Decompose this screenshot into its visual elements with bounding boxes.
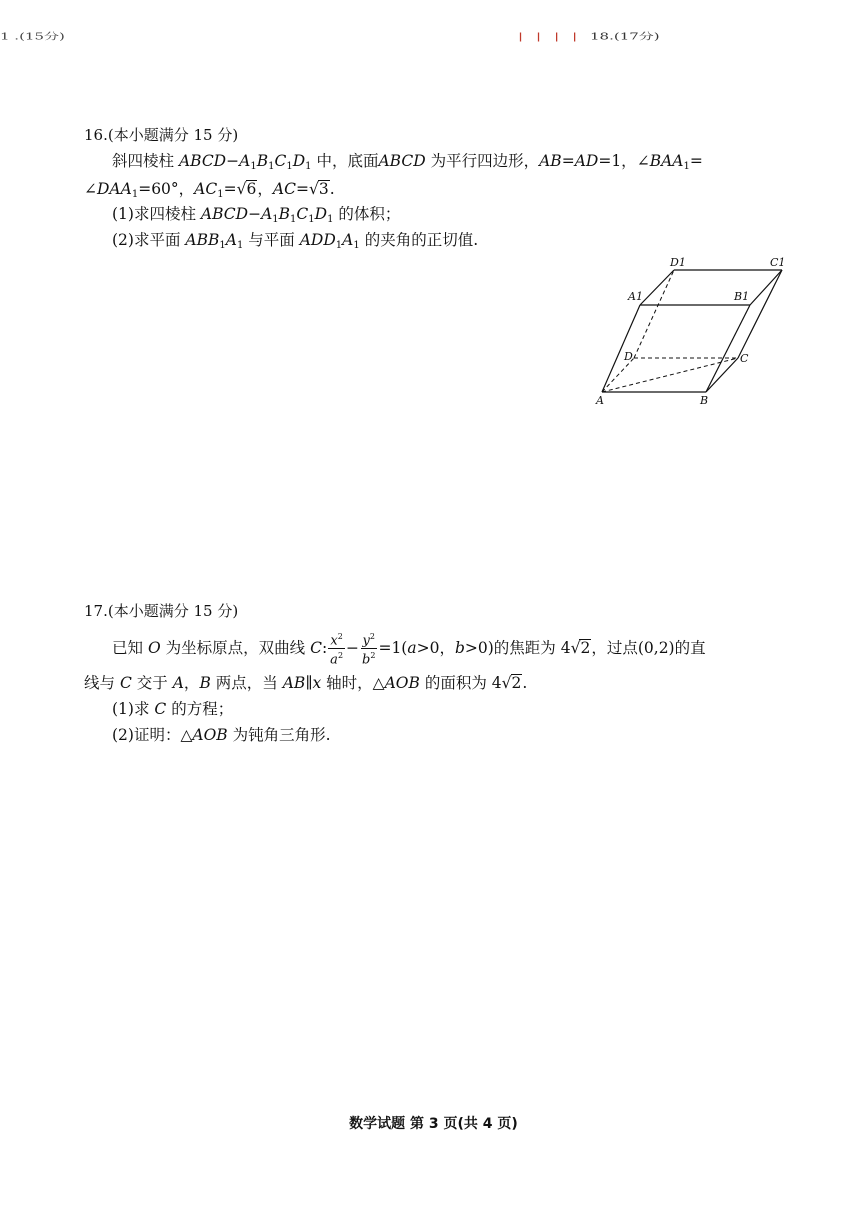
q17-line1: 已知 O 为坐标原点，双曲线 C: $\frac{x^2}{a^2}$ − $\frac{y^2}{b^2}$ =1(a>0，b>0)的焦距为 4√2，过点(0,2)的直 — [112, 632, 706, 668]
label-c: C — [740, 352, 749, 365]
header-left-fragment: 1 .(15分) — [0, 31, 65, 42]
q17-line2: 线与 C 交于 A，B 两点，当 AB∥x 轴时，△AOB 的面积为 4√2. — [84, 674, 528, 692]
q16-part2: (2)求平面 $ABB_1A_1$ 与平面 $ADD_1A_1$ 的夹角的正切值. — [112, 231, 479, 251]
edge-b1c1 — [750, 270, 782, 305]
header-right-fragment — [516, 30, 660, 43]
q16-intro-line1: 斜四棱柱 $ABCD-A_1B_1C_1D_1$ 中，底面ABCD 为平行四边形，AB=AD=1，$\angle BAA_1=$ — [112, 152, 703, 172]
q17-part2: (2)证明：△AOB 为钝角三角形. — [112, 726, 331, 744]
edge-d1a1 — [640, 270, 674, 305]
red-bar-marks: | | | | — [516, 31, 580, 42]
label-b: B — [700, 394, 709, 407]
label-d1: D1 — [670, 256, 686, 269]
header-right-text: 18.(17分) — [590, 31, 660, 42]
label-b1: B1 — [734, 290, 750, 303]
label-d: D — [624, 350, 633, 363]
q17-heading: 17.(本小题满分 15 分) — [84, 602, 239, 620]
page-footer: 数学试题 第 3 页(共 4 页) — [349, 1116, 518, 1132]
label-a1: A1 — [628, 290, 643, 303]
q17-part1: (1)求 C 的方程； — [112, 700, 234, 718]
hidden-edge-ad — [602, 358, 634, 392]
edge-bc — [706, 358, 738, 392]
q16-part1: (1)求四棱柱 $ABCD-A_1B_1C_1D_1$ 的体积； — [112, 205, 401, 225]
edge-cc1 — [738, 270, 782, 358]
prism-figure — [590, 250, 790, 410]
hidden-diagonal-ac — [602, 358, 738, 392]
hidden-edge-dd1 — [634, 270, 674, 358]
label-a: A — [596, 394, 604, 407]
q16-heading: 16.(本小题满分 15 分) — [84, 126, 239, 144]
label-c1: C1 — [770, 256, 786, 269]
q16-intro-line2: $\angle DAA_1=60^\circ$，$AC_1=√6$，AC=√3. — [84, 180, 335, 200]
edge-aa1 — [602, 305, 640, 392]
